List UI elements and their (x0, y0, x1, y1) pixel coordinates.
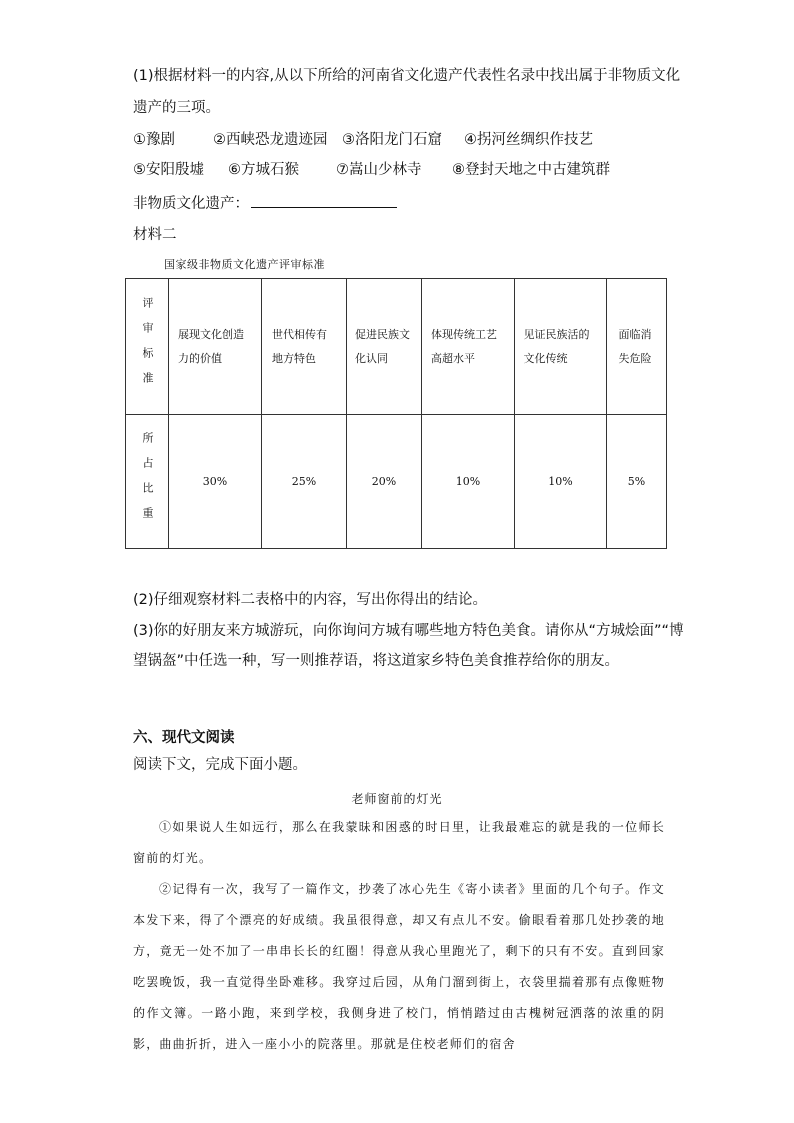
q2-text: (2)仔细观察材料二表格中的内容，写出你得出的结论。 (133, 592, 488, 608)
weight-cell-4: 10% (422, 415, 515, 549)
article-paragraph-1: ①如果说人生如远行，那么在我蒙昧和困惑的时日里，让我最难忘的就是我的一位师长窗前的灯光。 (133, 820, 665, 865)
q1-option-1: ①豫剧 (133, 132, 175, 148)
answer-blank[interactable] (251, 193, 397, 208)
row-header-weight: 所占比重 (126, 415, 169, 549)
article-paragraph-2: ②记得有一次，我写了一篇作文，抄袭了冰心先生《寄小读者》里面的几个句子。作文本发下来，得了个漂亮的好成绩。我虽很得意，却又有点儿不安。偷眼看着那几处抄袭的地方，竟无一处不加了一串串长长的红圈！得意从我心里跑光了，剩下的只有不安。直到回家吃罢晚饭，我一直觉得坐卧难移。我穿过后园，从角门溜到街上，衣袋里揣着那有点像赃物的作文簿。一路小跑，来到学校，我侧身进了校门，悄悄踏过由古槐树冠洒落的浓重的阴影，曲曲折折，进入一座小小的院落里。那就是住校老师们的宿舍 (133, 882, 665, 1051)
q1-text-line2: 遗产的三项。 (133, 100, 220, 116)
weight-cell-3: 20% (347, 415, 422, 549)
q3-text-line1: (3)你的好朋友来方城游玩，向你询问方城有哪些地方特色美食。请你从“方城烩面”“博 (133, 623, 684, 639)
col-header-5: 见证民族活的文化传统 (515, 279, 607, 415)
weight-cell-5: 10% (515, 415, 607, 549)
col-header-4: 体现传统工艺高超水平 (422, 279, 515, 415)
table-caption: 国家级非物质文化遗产评审标准 (164, 258, 325, 271)
weight-cell-6: 5% (607, 415, 667, 549)
table-row-weights (126, 415, 667, 549)
col-header-6: 面临消失危险 (607, 279, 667, 415)
weight-cell-2: 25% (262, 415, 347, 549)
row-header-criteria: 评审标准 (126, 279, 169, 415)
article-title: 老师窗前的灯光 (351, 792, 443, 806)
weight-cell-1: 30% (169, 415, 262, 549)
col-header-1: 展现文化创造力的价值 (169, 279, 262, 415)
q3-text-line2: 望锅盔”中任选一种，写一则推荐语，将这道家乡特色美食推荐给你的朋友。 (133, 653, 620, 669)
q1-option-3: ③洛阳龙门石窟 (342, 132, 442, 148)
section-instruction: 阅读下文，完成下面小题。 (133, 757, 307, 773)
q1-option-2: ②西峡恐龙遗迹园 (213, 132, 328, 148)
q1-answer-line (133, 193, 397, 214)
section-heading: 六、现代文阅读 (133, 730, 235, 746)
col-header-3: 促进民族文化认同 (347, 279, 422, 415)
q1-text-line1: (1)根据材料一的内容,从以下所给的河南省文化遗产代表性名录中找出属于非物质文化 (133, 68, 681, 84)
q1-option-6: ⑥方城石猴 (228, 162, 299, 178)
evaluation-standards-table (125, 278, 667, 549)
q1-option-7: ⑦嵩山少林寺 (336, 162, 422, 178)
q1-option-8: ⑧登封天地之中古建筑群 (452, 162, 610, 178)
material2-label: 材料二 (133, 227, 177, 243)
q1-answer-label: 非物质文化遗产： (133, 196, 249, 212)
table-row-criteria (126, 279, 667, 415)
q1-option-4: ④拐河丝绸织作技艺 (464, 132, 593, 148)
col-header-2: 世代相传有地方特色 (262, 279, 347, 415)
q1-option-5: ⑤安阳殷墟 (133, 162, 204, 178)
